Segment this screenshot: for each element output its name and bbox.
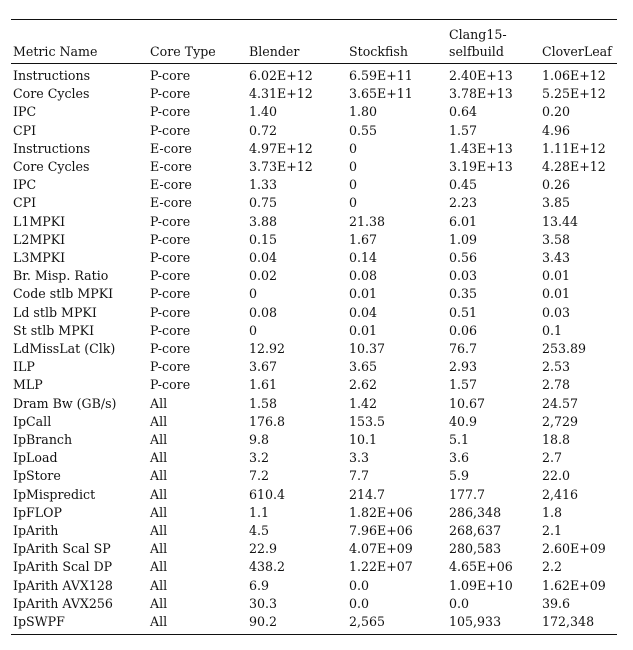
cell-blender: 1.40 bbox=[249, 104, 278, 120]
cell-cloverleaf: 1.8 bbox=[542, 504, 563, 520]
table-row bbox=[11, 213, 617, 231]
cell-stockfish: 0.0 bbox=[349, 577, 370, 593]
cell-core-type: P-core bbox=[150, 213, 191, 229]
cell-core-type: P-core bbox=[150, 104, 191, 120]
cell-cloverleaf: 4.28E+12 bbox=[542, 159, 606, 175]
cell-clang15-selfbuild: 268,637 bbox=[449, 523, 502, 539]
cell-core-type: P-core bbox=[150, 359, 191, 375]
cell-metric-name: Br. Misp. Ratio bbox=[13, 268, 109, 284]
cell-stockfish: 1.82E+06 bbox=[349, 504, 413, 520]
cell-core-type: P-core bbox=[150, 304, 191, 320]
cell-blender: 1.58 bbox=[249, 395, 278, 411]
cell-blender: 1.61 bbox=[249, 377, 278, 393]
cell-cloverleaf: 0.01 bbox=[542, 268, 571, 284]
cell-cloverleaf: 1.62E+09 bbox=[542, 577, 606, 593]
cell-cloverleaf: 0.20 bbox=[542, 104, 571, 120]
cell-metric-name: CPI bbox=[13, 195, 37, 211]
cell-core-type: P-core bbox=[150, 250, 191, 266]
cell-stockfish: 0 bbox=[349, 177, 358, 193]
cell-core-type: P-core bbox=[150, 377, 191, 393]
cell-clang15-selfbuild: 1.57 bbox=[449, 122, 478, 138]
table-row bbox=[11, 140, 617, 158]
cell-metric-name: IpArith AVX256 bbox=[13, 595, 113, 611]
cell-cloverleaf: 3.43 bbox=[542, 250, 571, 266]
cell-clang15-selfbuild: 5.9 bbox=[449, 468, 470, 484]
table-row bbox=[11, 340, 617, 358]
cell-stockfish: 153.5 bbox=[349, 413, 386, 429]
cell-stockfish: 1.80 bbox=[349, 104, 378, 120]
cell-cloverleaf: 3.58 bbox=[542, 231, 571, 247]
cell-clang15-selfbuild: 1.09 bbox=[449, 231, 478, 247]
cell-cloverleaf: 2,729 bbox=[542, 413, 579, 429]
cell-stockfish: 3.65E+11 bbox=[349, 86, 413, 102]
header-row bbox=[11, 20, 617, 60]
cell-metric-name: Core Cycles bbox=[13, 159, 90, 175]
cell-blender: 0.75 bbox=[249, 195, 278, 211]
cell-clang15-selfbuild: 2.40E+13 bbox=[449, 68, 513, 83]
cell-clang15-selfbuild: 6.01 bbox=[449, 213, 478, 229]
cell-metric-name: CPI bbox=[13, 122, 37, 138]
cell-core-type: All bbox=[150, 468, 168, 484]
table-row bbox=[11, 249, 617, 267]
cell-core-type: All bbox=[150, 413, 168, 429]
cell-metric-name: IpBranch bbox=[13, 432, 73, 448]
cell-stockfish: 0.04 bbox=[349, 304, 378, 320]
cell-blender: 0.72 bbox=[249, 122, 278, 138]
cell-stockfish: 6.59E+11 bbox=[349, 68, 413, 83]
cell-clang15-selfbuild: 2.93 bbox=[449, 359, 478, 375]
cell-cloverleaf: 2,416 bbox=[542, 486, 579, 502]
cell-core-type: All bbox=[150, 577, 168, 593]
cell-clang15-selfbuild: 0.06 bbox=[449, 322, 478, 338]
cell-core-type: E-core bbox=[150, 140, 192, 156]
cell-clang15-selfbuild: 0.64 bbox=[449, 104, 478, 120]
cell-metric-name: IpCall bbox=[13, 413, 52, 429]
cell-metric-name: L2MPKI bbox=[13, 231, 66, 247]
cell-clang15-selfbuild: 76.7 bbox=[449, 341, 478, 357]
cell-cloverleaf: 5.25E+12 bbox=[542, 86, 606, 102]
cell-blender: 176.8 bbox=[249, 413, 286, 429]
header-clang15-selfbuild: Clang15-selfbuild bbox=[449, 27, 507, 59]
table-body bbox=[11, 20, 617, 60]
cell-clang15-selfbuild: 0.56 bbox=[449, 250, 478, 266]
table-row bbox=[11, 103, 617, 121]
cell-stockfish: 4.07E+09 bbox=[349, 541, 413, 557]
table-row bbox=[11, 231, 617, 249]
table-row bbox=[11, 613, 617, 631]
cell-core-type: All bbox=[150, 432, 168, 448]
cell-stockfish: 0.08 bbox=[349, 268, 378, 284]
table-row bbox=[11, 522, 617, 540]
cell-blender: 3.73E+12 bbox=[249, 159, 313, 175]
cell-clang15-selfbuild: 1.43E+13 bbox=[449, 140, 513, 156]
table-row bbox=[11, 467, 617, 485]
table-bottom-rule bbox=[11, 634, 617, 635]
table-row bbox=[11, 449, 617, 467]
cell-core-type: P-core bbox=[150, 286, 191, 302]
cell-stockfish: 7.96E+06 bbox=[349, 523, 413, 539]
cell-blender: 3.88 bbox=[249, 213, 278, 229]
cell-clang15-selfbuild: 1.09E+10 bbox=[449, 577, 513, 593]
metrics-table bbox=[11, 19, 617, 635]
cell-cloverleaf: 172,348 bbox=[542, 614, 595, 630]
cell-blender: 0.02 bbox=[249, 268, 278, 284]
table-row bbox=[11, 558, 617, 576]
cell-metric-name: Instructions bbox=[13, 140, 91, 156]
cell-metric-name: IPC bbox=[13, 104, 37, 120]
cell-blender: 12.92 bbox=[249, 341, 286, 357]
cell-cloverleaf: 2.78 bbox=[542, 377, 571, 393]
cell-cloverleaf: 253.89 bbox=[542, 341, 587, 357]
cell-core-type: P-core bbox=[150, 341, 191, 357]
cell-stockfish: 10.37 bbox=[349, 341, 386, 357]
table-row bbox=[11, 358, 617, 376]
header-rule bbox=[11, 63, 617, 64]
cell-cloverleaf: 18.8 bbox=[542, 432, 571, 448]
cell-clang15-selfbuild: 10.67 bbox=[449, 395, 486, 411]
cell-blender: 90.2 bbox=[249, 614, 278, 630]
cell-metric-name: IpArith Scal SP bbox=[13, 541, 111, 557]
cell-stockfish: 21.38 bbox=[349, 213, 386, 229]
cell-clang15-selfbuild: 0.0 bbox=[449, 595, 470, 611]
cell-core-type: All bbox=[150, 595, 168, 611]
cell-core-type: All bbox=[150, 541, 168, 557]
cell-stockfish: 10.1 bbox=[349, 432, 378, 448]
cell-blender: 610.4 bbox=[249, 486, 286, 502]
cell-metric-name: Code stlb MPKI bbox=[13, 286, 114, 302]
cell-cloverleaf: 2.7 bbox=[542, 450, 563, 466]
table-row bbox=[11, 431, 617, 449]
cell-cloverleaf: 13.44 bbox=[542, 213, 579, 229]
cell-cloverleaf: 1.11E+12 bbox=[542, 140, 606, 156]
table-row bbox=[11, 595, 617, 613]
cell-metric-name: Ld stlb MPKI bbox=[13, 304, 97, 320]
table-row bbox=[11, 395, 617, 413]
cell-blender: 4.5 bbox=[249, 523, 270, 539]
cell-cloverleaf: 2.53 bbox=[542, 359, 571, 375]
cell-cloverleaf: 4.96 bbox=[542, 122, 571, 138]
cell-metric-name: IpFLOP bbox=[13, 504, 62, 520]
cell-cloverleaf: 2.2 bbox=[542, 559, 563, 575]
table-row bbox=[11, 304, 617, 322]
cell-core-type: P-core bbox=[150, 68, 191, 83]
cell-stockfish: 2.62 bbox=[349, 377, 378, 393]
table-row bbox=[11, 577, 617, 595]
cell-core-type: All bbox=[150, 504, 168, 520]
cell-clang15-selfbuild: 0.45 bbox=[449, 177, 478, 193]
cell-clang15-selfbuild: 3.6 bbox=[449, 450, 470, 466]
cell-blender: 3.2 bbox=[249, 450, 270, 466]
cell-stockfish: 0.14 bbox=[349, 250, 378, 266]
cell-core-type: E-core bbox=[150, 177, 192, 193]
cell-blender: 6.02E+12 bbox=[249, 68, 313, 83]
cell-blender: 0.08 bbox=[249, 304, 278, 320]
header-stockfish: Stockfish bbox=[349, 44, 408, 59]
cell-metric-name: IpArith bbox=[13, 523, 59, 539]
cell-cloverleaf: 0.01 bbox=[542, 286, 571, 302]
cell-metric-name: L3MPKI bbox=[13, 250, 66, 266]
cell-core-type: E-core bbox=[150, 159, 192, 175]
table-data bbox=[11, 67, 617, 631]
cell-cloverleaf: 39.6 bbox=[542, 595, 571, 611]
cell-clang15-selfbuild: 286,348 bbox=[449, 504, 502, 520]
header-cloverleaf: CloverLeaf bbox=[542, 44, 612, 59]
cell-stockfish: 1.22E+07 bbox=[349, 559, 413, 575]
cell-clang15-selfbuild: 4.65E+06 bbox=[449, 559, 513, 575]
cell-metric-name: Instructions bbox=[13, 68, 91, 83]
header-metric-name: Metric Name bbox=[13, 44, 98, 59]
cell-stockfish: 0 bbox=[349, 159, 358, 175]
cell-blender: 4.31E+12 bbox=[249, 86, 313, 102]
cell-core-type: P-core bbox=[150, 86, 191, 102]
table-row bbox=[11, 158, 617, 176]
cell-blender: 7.2 bbox=[249, 468, 270, 484]
table-row bbox=[11, 322, 617, 340]
cell-metric-name: IpLoad bbox=[13, 450, 58, 466]
cell-clang15-selfbuild: 177.7 bbox=[449, 486, 486, 502]
cell-stockfish: 0.55 bbox=[349, 122, 378, 138]
cell-clang15-selfbuild: 0.51 bbox=[449, 304, 478, 320]
cell-clang15-selfbuild: 1.57 bbox=[449, 377, 478, 393]
cell-stockfish: 0.01 bbox=[349, 286, 378, 302]
cell-clang15-selfbuild: 2.23 bbox=[449, 195, 478, 211]
cell-core-type: P-core bbox=[150, 231, 191, 247]
cell-metric-name: IpStore bbox=[13, 468, 61, 484]
cell-metric-name: IpSWPF bbox=[13, 614, 65, 630]
cell-stockfish: 3.65 bbox=[349, 359, 378, 375]
cell-blender: 9.8 bbox=[249, 432, 270, 448]
cell-metric-name: IPC bbox=[13, 177, 37, 193]
cell-metric-name: MLP bbox=[13, 377, 43, 393]
cell-blender: 30.3 bbox=[249, 595, 278, 611]
cell-clang15-selfbuild: 0.03 bbox=[449, 268, 478, 284]
cell-stockfish: 2,565 bbox=[349, 614, 386, 630]
table-row bbox=[11, 194, 617, 212]
table-row bbox=[11, 67, 617, 85]
cell-metric-name: IpMispredict bbox=[13, 486, 96, 502]
cell-core-type: All bbox=[150, 395, 168, 411]
cell-core-type: All bbox=[150, 559, 168, 575]
cell-blender: 1.1 bbox=[249, 504, 270, 520]
cell-cloverleaf: 2.60E+09 bbox=[542, 541, 606, 557]
cell-cloverleaf: 1.06E+12 bbox=[542, 68, 606, 83]
cell-stockfish: 214.7 bbox=[349, 486, 386, 502]
table-row bbox=[11, 285, 617, 303]
cell-blender: 22.9 bbox=[249, 541, 278, 557]
cell-blender: 6.9 bbox=[249, 577, 270, 593]
cell-stockfish: 0 bbox=[349, 140, 358, 156]
cell-core-type: All bbox=[150, 523, 168, 539]
cell-cloverleaf: 0.1 bbox=[542, 322, 563, 338]
cell-core-type: P-core bbox=[150, 268, 191, 284]
cell-blender: 0 bbox=[249, 322, 258, 338]
cell-stockfish: 1.42 bbox=[349, 395, 378, 411]
cell-stockfish: 0.01 bbox=[349, 322, 378, 338]
cell-blender: 0.04 bbox=[249, 250, 278, 266]
cell-core-type: All bbox=[150, 614, 168, 630]
cell-cloverleaf: 0.26 bbox=[542, 177, 571, 193]
cell-stockfish: 0.0 bbox=[349, 595, 370, 611]
cell-core-type: All bbox=[150, 486, 168, 502]
cell-clang15-selfbuild: 40.9 bbox=[449, 413, 478, 429]
cell-clang15-selfbuild: 3.78E+13 bbox=[449, 86, 513, 102]
table-row bbox=[11, 267, 617, 285]
cell-stockfish: 1.67 bbox=[349, 231, 378, 247]
cell-cloverleaf: 22.0 bbox=[542, 468, 571, 484]
cell-core-type: P-core bbox=[150, 322, 191, 338]
table-row bbox=[11, 486, 617, 504]
cell-stockfish: 3.3 bbox=[349, 450, 370, 466]
cell-metric-name: St stlb MPKI bbox=[13, 322, 95, 338]
table-row bbox=[11, 376, 617, 394]
cell-clang15-selfbuild: 280,583 bbox=[449, 541, 502, 557]
cell-blender: 4.97E+12 bbox=[249, 140, 313, 156]
cell-core-type: All bbox=[150, 450, 168, 466]
cell-blender: 1.33 bbox=[249, 177, 278, 193]
cell-metric-name: Core Cycles bbox=[13, 86, 90, 102]
cell-blender: 0 bbox=[249, 286, 258, 302]
cell-stockfish: 7.7 bbox=[349, 468, 370, 484]
cell-cloverleaf: 3.85 bbox=[542, 195, 571, 211]
cell-clang15-selfbuild: 0.35 bbox=[449, 286, 478, 302]
cell-clang15-selfbuild: 5.1 bbox=[449, 432, 470, 448]
table-row bbox=[11, 176, 617, 194]
cell-metric-name: ILP bbox=[13, 359, 35, 375]
cell-metric-name: Dram Bw (GB/s) bbox=[13, 395, 117, 411]
table-row bbox=[11, 85, 617, 103]
cell-clang15-selfbuild: 105,933 bbox=[449, 614, 502, 630]
cell-cloverleaf: 0.03 bbox=[542, 304, 571, 320]
cell-core-type: E-core bbox=[150, 195, 192, 211]
cell-blender: 438.2 bbox=[249, 559, 286, 575]
cell-cloverleaf: 24.57 bbox=[542, 395, 579, 411]
cell-metric-name: L1MPKI bbox=[13, 213, 66, 229]
header-core-type: Core Type bbox=[150, 44, 216, 59]
cell-core-type: P-core bbox=[150, 122, 191, 138]
table-row bbox=[11, 504, 617, 522]
cell-metric-name: IpArith Scal DP bbox=[13, 559, 113, 575]
table-row bbox=[11, 540, 617, 558]
cell-blender: 3.67 bbox=[249, 359, 278, 375]
header-blender: Blender bbox=[249, 44, 300, 59]
cell-cloverleaf: 2.1 bbox=[542, 523, 563, 539]
cell-stockfish: 0 bbox=[349, 195, 358, 211]
table-row bbox=[11, 413, 617, 431]
cell-metric-name: IpArith AVX128 bbox=[13, 577, 113, 593]
cell-metric-name: LdMissLat (Clk) bbox=[13, 341, 116, 357]
cell-blender: 0.15 bbox=[249, 231, 278, 247]
table-row bbox=[11, 122, 617, 140]
cell-clang15-selfbuild: 3.19E+13 bbox=[449, 159, 513, 175]
